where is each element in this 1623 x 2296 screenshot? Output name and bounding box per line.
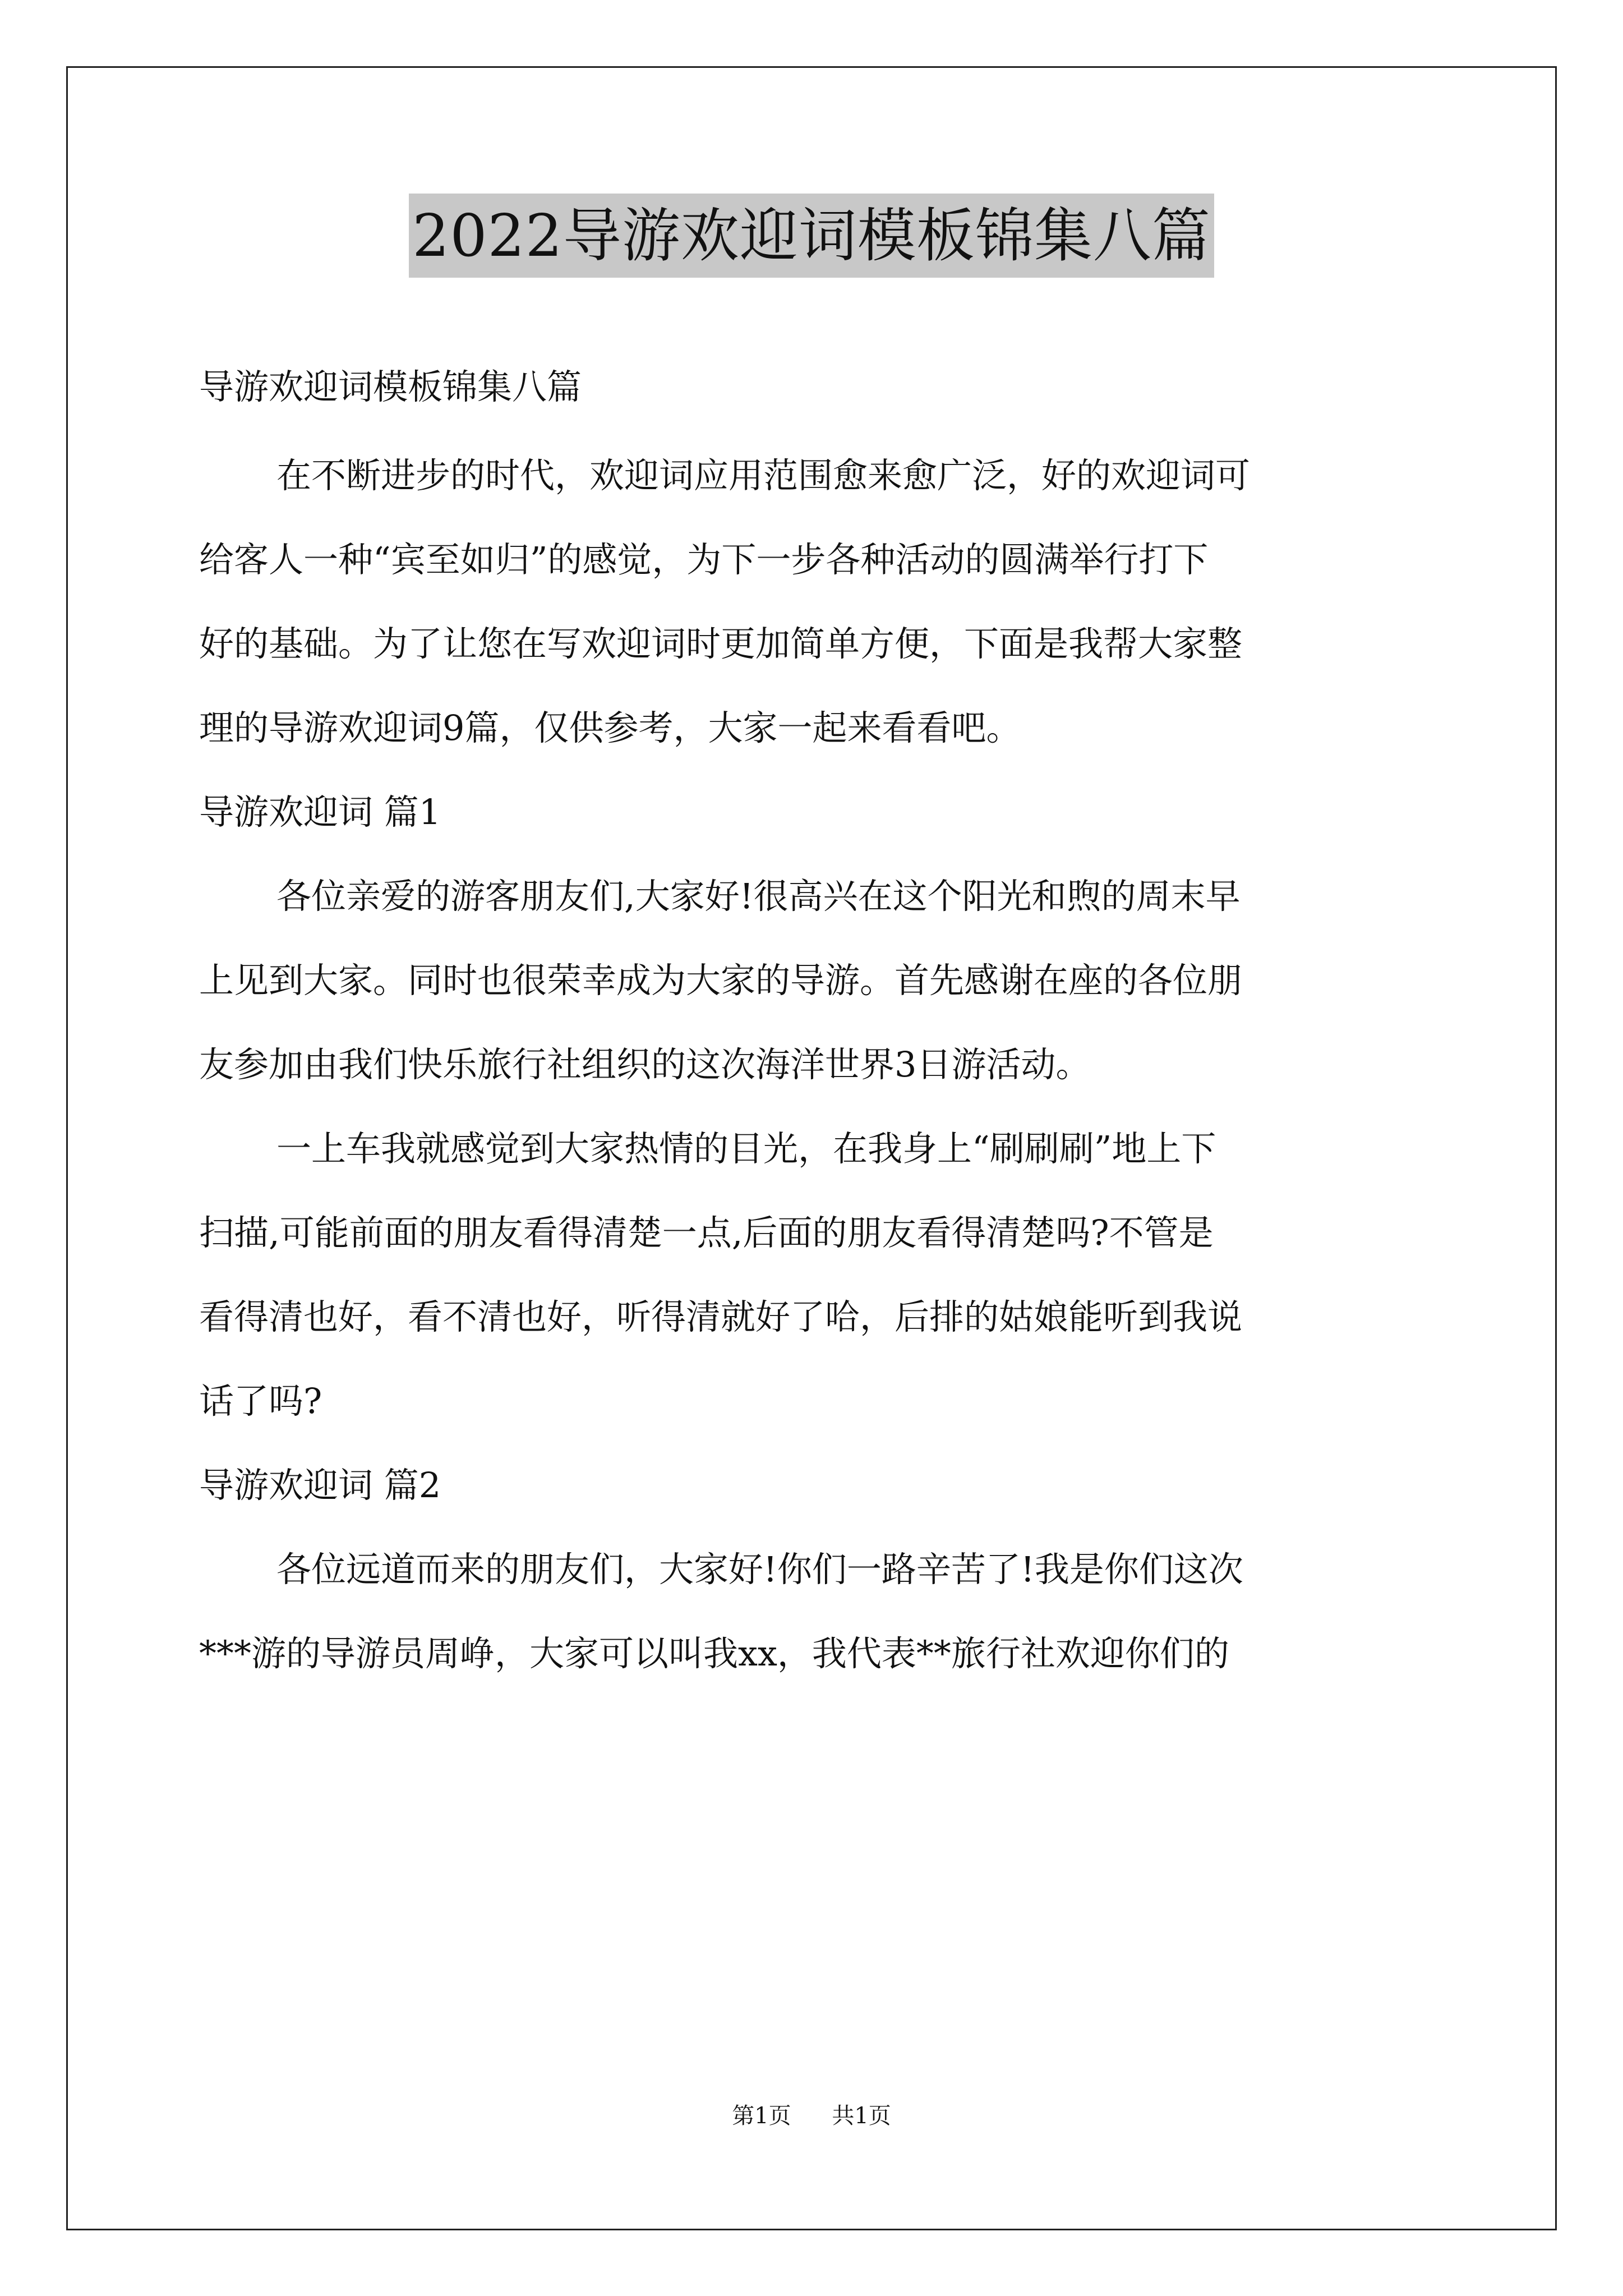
paragraph-line: 看得清也好，看不清也好，听得清就好了哈，后排的姑娘能听到我说: [199, 1296, 1243, 1337]
paragraph-line: 扫描,可能前面的朋友看得清楚一点,后面的朋友看得清楚吗?不管是: [199, 1212, 1214, 1253]
paragraph-line: 话了吗?: [199, 1381, 322, 1421]
paragraph-line: 友参加由我们快乐旅行社组织的这次海洋世界3日游活动。: [199, 1044, 1091, 1085]
page-footer: [0, 2098, 1623, 2130]
paragraph-line: 好的基础。为了让您在写欢迎词时更加简单方便，下面是我帮大家整: [199, 623, 1243, 664]
paragraph-line: 理的导游欢迎词9篇，仅供参考，大家一起来看看吧。: [199, 707, 1021, 748]
paragraph-line: 各位远道而来的朋友们，大家好!你们一路辛苦了!我是你们这次: [276, 1549, 1243, 1590]
document-title: 2022导游欢迎词模板锦集八篇: [409, 194, 1214, 278]
section-heading: 导游欢迎词 篇1: [199, 792, 441, 832]
subtitle: 导游欢迎词模板锦集八篇: [199, 366, 582, 407]
section-heading: 导游欢迎词 篇2: [199, 1465, 441, 1506]
page-total: 共1页: [832, 2103, 891, 2129]
paragraph-line: ***游的导游员周峥，大家可以叫我xx，我代表**旅行社欢迎你们的: [199, 1633, 1229, 1674]
paragraph-line: 一上车我就感觉到大家热情的目光，在我身上“刷刷刷”地上下: [276, 1128, 1216, 1169]
paragraph-line: 给客人一种“宾至如归”的感觉，为下一步各种活动的圆满举行打下: [199, 539, 1209, 580]
paragraph-line: 上见到大家。同时也很荣幸成为大家的导游。首先感谢在座的各位朋: [199, 960, 1243, 1001]
paragraph-line: 在不断进步的时代，欢迎词应用范围愈来愈广泛，好的欢迎词可: [276, 455, 1251, 496]
paragraph-line: 各位亲爱的游客朋友们,大家好!很高兴在这个阳光和煦的周末早: [276, 876, 1241, 917]
title-wrap: [0, 194, 1623, 278]
page-number: 第1页: [732, 2103, 791, 2129]
